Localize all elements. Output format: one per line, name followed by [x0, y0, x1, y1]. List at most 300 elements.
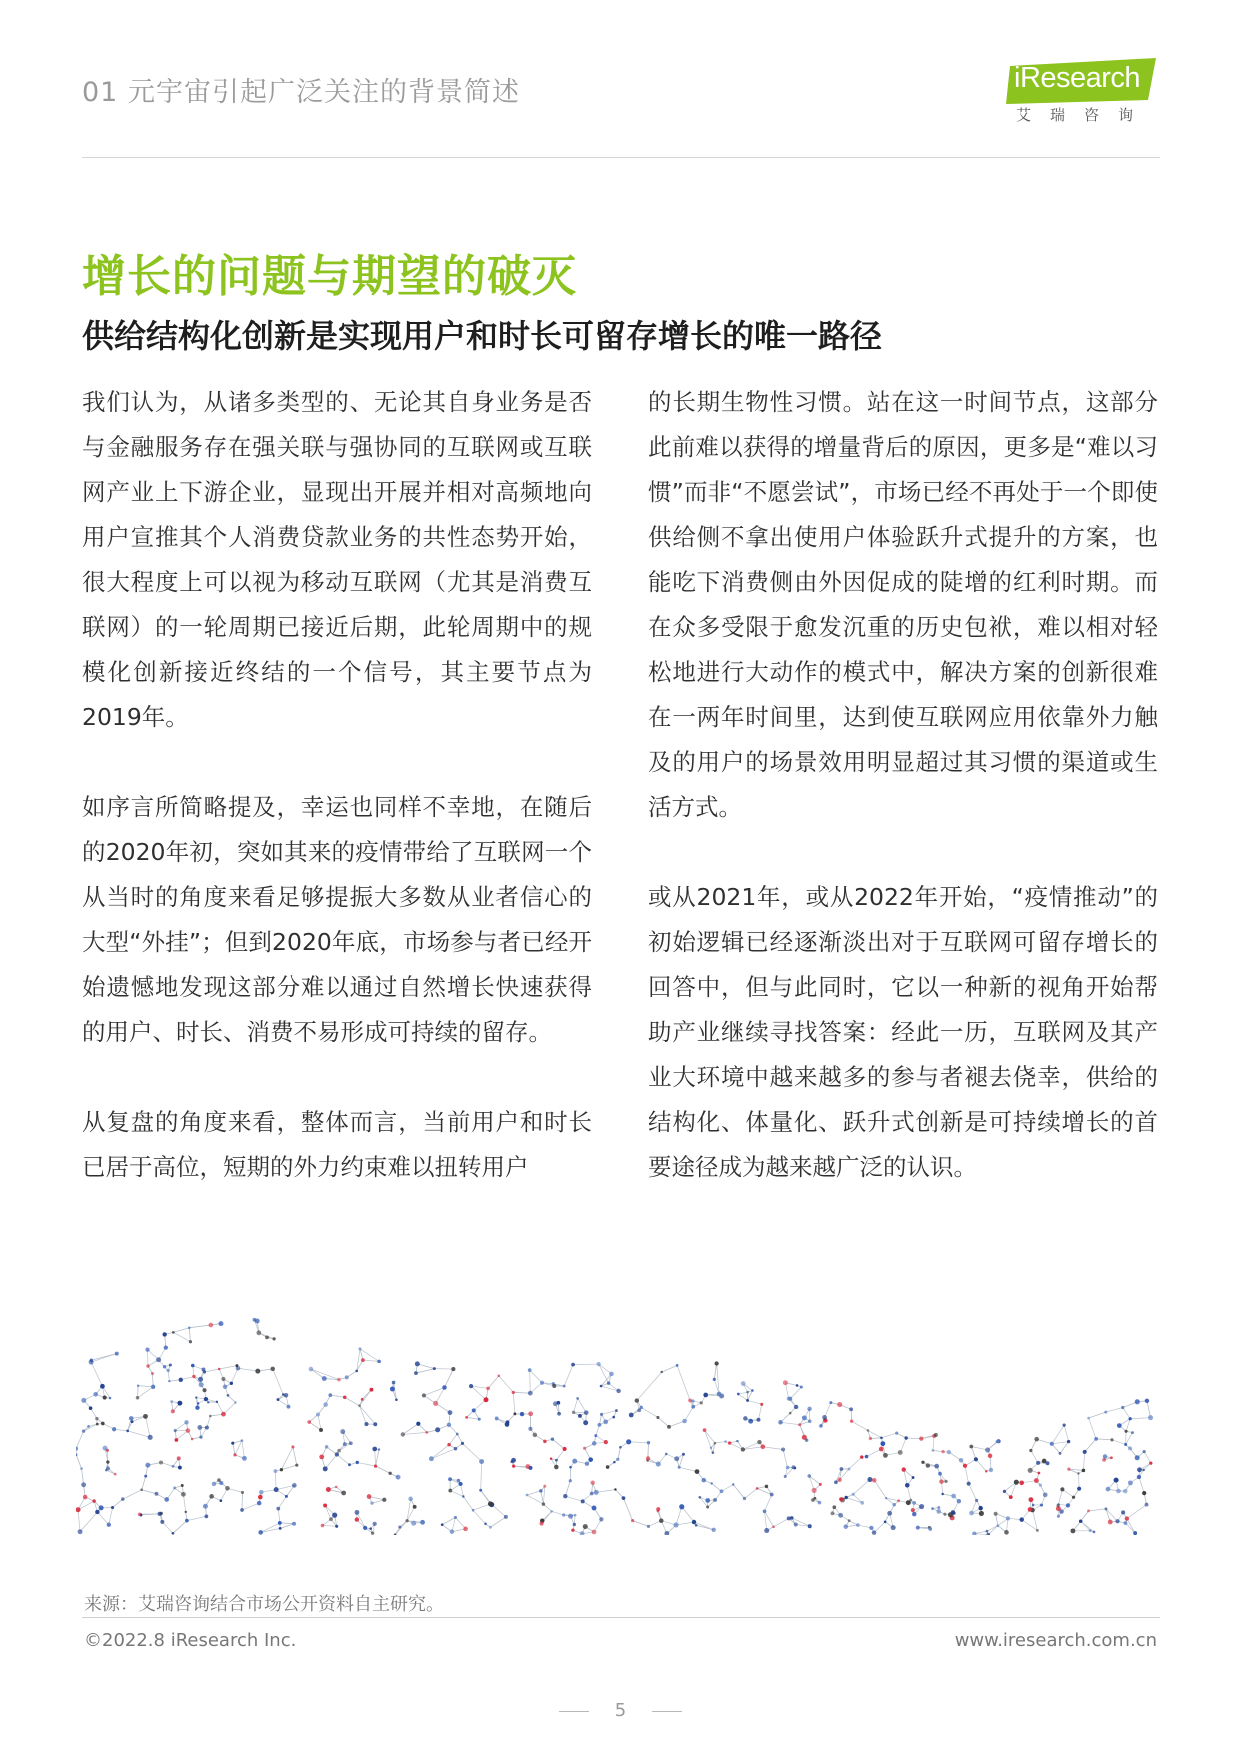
- network-dot: [941, 1450, 944, 1453]
- network-dot: [170, 1400, 173, 1403]
- network-dot: [172, 1532, 175, 1535]
- network-dot: [220, 1499, 223, 1502]
- network-dot: [358, 1404, 361, 1407]
- network-link: [744, 1488, 757, 1498]
- network-link: [394, 1382, 397, 1399]
- network-dot: [972, 1531, 976, 1535]
- network-link: [969, 1484, 977, 1501]
- network-dot: [340, 1429, 345, 1434]
- network-dot: [335, 1525, 338, 1528]
- network-dot: [996, 1440, 999, 1443]
- network-dot: [959, 1458, 964, 1463]
- network-dot: [607, 1381, 611, 1385]
- network-dot: [242, 1456, 247, 1461]
- network-link: [138, 1386, 139, 1398]
- paragraph: 我们认为，从诸多类型的、无论其自身业务是否与金融服务存在强关联与强协同的互联网或互联网产业上下游企业，显现出开展并相对高频地向用户宣推其个人消费贷款业务的共性态势开始，很大程度上可以视为移动互联网（尤其是消费互联网）的一轮周期已接近后期，此轮周期中的规模化创新接近终结的一个信号，其主要节点为2019年。: [82, 388, 592, 731]
- network-dot: [1036, 1461, 1040, 1465]
- network-dot: [710, 1447, 712, 1449]
- network-dot: [944, 1480, 947, 1483]
- network-dot: [221, 1412, 226, 1417]
- network-dot: [533, 1433, 538, 1438]
- network-dot: [323, 1503, 327, 1507]
- network-link: [463, 1497, 473, 1511]
- network-link: [84, 1424, 98, 1431]
- network-dot: [89, 1406, 93, 1410]
- network-dot: [676, 1364, 679, 1367]
- network-dot: [514, 1412, 517, 1415]
- network-dot: [169, 1364, 172, 1367]
- network-dot: [1006, 1516, 1010, 1520]
- network-link: [91, 1354, 117, 1362]
- network-dot: [520, 1412, 524, 1416]
- network-dot: [1143, 1450, 1146, 1453]
- network-dot: [151, 1385, 155, 1389]
- network-dot: [724, 1440, 727, 1443]
- network-dot: [989, 1468, 993, 1472]
- network-dot: [772, 1525, 775, 1528]
- network-link: [91, 1362, 102, 1386]
- network-dot: [592, 1506, 597, 1511]
- network-dot: [819, 1424, 823, 1428]
- network-dot: [451, 1367, 455, 1371]
- paragraph: 或从2021年，或从2022年开始，“疫情推动”的初始逻辑已经逐渐淡出对于互联网可留存增长的回答中，但与此同时，它以一种新的视角开始帮助产业继续寻找答案：经此一历，互联网及其产业大环境中越来越多的参与者褪去侥幸，供给的结构化、体量化、跃升式创新是可持续增长的首要途径成为越来越广泛的认识。: [648, 883, 1158, 1181]
- network-link: [976, 1459, 986, 1471]
- network-dot: [551, 1438, 554, 1441]
- network-link: [318, 1414, 321, 1429]
- network-dot: [988, 1454, 993, 1459]
- network-link: [552, 1511, 564, 1515]
- network-dot: [629, 1413, 634, 1418]
- network-dot: [291, 1445, 294, 1448]
- paragraph: 的长期生物性习惯。站在这一时间节点，这部分此前难以获得的增量背后的原因，更多是“难以习惯”而非“不愿尝试”，市场已经不再处于一个即使供给侧不拿出使用户体验跃升式提升的方案，也能吃下消费侧由外因促成的陡增的红利时期。而在众多受限于愈发沉重的历史包袱，难以相对轻松地进行大动作的模式中，解决方案的创新很难在一两年时间里，达到使互联网应用依靠外力触及的用户的场景效用明显超过其习惯的渠道或生活方式。: [648, 388, 1158, 821]
- network-dot: [488, 1501, 493, 1506]
- network-dot: [233, 1453, 236, 1456]
- network-link: [228, 1395, 235, 1402]
- source-note: 来源：艾瑞咨询结合市场公开资料自主研究。: [84, 1594, 444, 1615]
- network-link: [783, 1450, 787, 1468]
- network-dot: [447, 1423, 451, 1427]
- network-link: [189, 1325, 211, 1328]
- network-link: [360, 1406, 367, 1424]
- network-dot: [737, 1393, 740, 1396]
- network-dot: [115, 1352, 119, 1356]
- network-link: [853, 1480, 870, 1495]
- network-dot: [323, 1402, 328, 1407]
- network-dot: [969, 1511, 974, 1516]
- network-link: [543, 1486, 544, 1504]
- network-dot: [1042, 1459, 1047, 1464]
- network-dot: [382, 1498, 386, 1502]
- network-link: [513, 1392, 515, 1413]
- network-dot: [479, 1489, 482, 1492]
- network-dot: [834, 1480, 838, 1484]
- network-dot: [1131, 1431, 1134, 1434]
- network-link: [162, 1522, 173, 1533]
- network-dot: [528, 1368, 532, 1372]
- network-link: [748, 1400, 762, 1404]
- network-dot: [361, 1358, 365, 1362]
- network-dot: [323, 1466, 328, 1471]
- network-dot: [647, 1441, 650, 1444]
- network-dot: [265, 1336, 269, 1340]
- network-link: [906, 1438, 921, 1439]
- network-dot: [328, 1393, 332, 1397]
- network-dot: [705, 1498, 710, 1503]
- network-dot: [585, 1461, 589, 1465]
- network-link: [492, 1505, 506, 1517]
- network-dot: [278, 1521, 282, 1525]
- network-dot: [594, 1490, 599, 1495]
- network-dot: [495, 1417, 499, 1421]
- network-dot: [145, 1463, 150, 1468]
- network-dot: [221, 1377, 225, 1381]
- paragraph: 从复盘的角度来看，整体而言，当前用户和时长已居于高位，短期的外力约束难以扭转用户: [82, 1108, 592, 1181]
- network-dot: [177, 1456, 181, 1460]
- network-dot: [978, 1506, 982, 1510]
- network-dot: [259, 1490, 264, 1495]
- network-dot: [525, 1464, 530, 1469]
- network-link: [238, 1368, 258, 1371]
- network-dot: [287, 1405, 291, 1409]
- network-dot: [199, 1382, 204, 1387]
- network-dot: [448, 1410, 453, 1415]
- network-dot: [967, 1482, 971, 1486]
- network-dot: [111, 1506, 114, 1509]
- network-dot: [770, 1493, 774, 1497]
- network-dot: [569, 1479, 572, 1482]
- network-link: [1060, 1442, 1069, 1454]
- network-dot: [181, 1484, 184, 1487]
- network-link: [574, 1398, 578, 1412]
- network-dot: [326, 1487, 331, 1492]
- network-dot: [682, 1453, 685, 1456]
- network-dot: [1133, 1531, 1137, 1535]
- network-link: [138, 1386, 153, 1387]
- network-dot: [207, 1401, 209, 1403]
- network-dot: [343, 1442, 347, 1446]
- network-dot: [563, 1447, 567, 1451]
- network-dot: [528, 1411, 533, 1416]
- network-link: [530, 1370, 531, 1393]
- network-dot: [931, 1507, 934, 1510]
- network-dot: [1115, 1519, 1119, 1523]
- network-dot: [199, 1435, 202, 1438]
- network-dot: [209, 1415, 212, 1418]
- network-dot: [448, 1489, 452, 1493]
- network-dot: [880, 1436, 883, 1439]
- network-dot: [282, 1393, 284, 1395]
- network-dot: [656, 1416, 659, 1419]
- network-dot: [1104, 1411, 1107, 1414]
- network-dot: [612, 1416, 615, 1419]
- network-dot: [231, 1442, 234, 1445]
- network-dot: [757, 1418, 761, 1422]
- network-dot: [372, 1447, 377, 1452]
- network-link: [91, 1408, 97, 1418]
- network-dot: [700, 1401, 703, 1404]
- network-link: [183, 1494, 185, 1512]
- network-link: [173, 1328, 189, 1333]
- network-link: [852, 1421, 868, 1430]
- network-link: [1096, 1439, 1112, 1440]
- network-dot: [143, 1414, 148, 1419]
- network-link: [431, 1449, 455, 1459]
- network-dot: [1114, 1478, 1119, 1483]
- network-dot: [872, 1530, 877, 1535]
- network-dot: [580, 1531, 585, 1535]
- network-dot: [280, 1468, 283, 1471]
- network-dot: [613, 1461, 615, 1463]
- network-dot: [1128, 1446, 1132, 1450]
- network-dot: [216, 1401, 218, 1403]
- network-dot: [240, 1508, 244, 1512]
- network-link: [825, 1403, 831, 1418]
- network-dot: [1072, 1496, 1075, 1499]
- network-dot: [794, 1405, 798, 1409]
- network-dot: [78, 1529, 83, 1534]
- network-link: [530, 1370, 542, 1383]
- network-dot: [103, 1395, 107, 1399]
- network-dot: [177, 1401, 182, 1406]
- network-dot: [307, 1420, 311, 1424]
- network-dot: [661, 1371, 663, 1373]
- network-link: [1081, 1511, 1089, 1521]
- network-dot: [751, 1389, 754, 1392]
- network-dot: [1103, 1454, 1107, 1458]
- network-dot: [788, 1397, 792, 1401]
- network-link: [1059, 1489, 1063, 1504]
- network-dot: [504, 1515, 508, 1519]
- network-dot: [195, 1396, 197, 1398]
- network-dot: [1028, 1507, 1033, 1512]
- network-link: [280, 1524, 294, 1529]
- network-dot: [107, 1523, 111, 1527]
- network-dot: [905, 1483, 910, 1488]
- network-dot: [159, 1460, 163, 1464]
- network-dot: [798, 1423, 801, 1426]
- network-dot: [583, 1447, 586, 1450]
- network-dot: [1149, 1462, 1152, 1465]
- network-dot: [598, 1423, 602, 1427]
- network-dot: [335, 1452, 339, 1456]
- network-dot: [433, 1367, 436, 1370]
- network-dot: [1102, 1458, 1106, 1462]
- network-dot: [160, 1520, 164, 1524]
- network-dot: [114, 1473, 117, 1476]
- network-dot: [619, 1446, 622, 1449]
- network-dot: [203, 1504, 208, 1509]
- network-link: [633, 1521, 649, 1527]
- network-dot: [186, 1428, 191, 1433]
- network-dot: [209, 1494, 214, 1499]
- network-dot: [574, 1514, 577, 1517]
- network-dot: [892, 1503, 895, 1506]
- network-dot: [741, 1381, 746, 1386]
- network-link: [733, 1485, 744, 1499]
- network-dot: [838, 1478, 842, 1482]
- network-dot: [319, 1428, 323, 1432]
- network-link: [278, 1496, 286, 1508]
- network-dot: [1039, 1484, 1042, 1487]
- network-dot: [369, 1388, 373, 1392]
- network-dot: [337, 1449, 341, 1453]
- network-dot: [258, 1530, 263, 1535]
- network-link: [261, 1528, 280, 1532]
- network-dot: [692, 1520, 696, 1524]
- network-dot: [732, 1483, 734, 1485]
- network-dot: [526, 1494, 529, 1497]
- network-dot: [1137, 1467, 1142, 1472]
- network-dot: [144, 1475, 147, 1478]
- network-link: [128, 1431, 150, 1437]
- network-dot: [599, 1517, 603, 1521]
- network-dot: [136, 1396, 140, 1400]
- network-dot: [592, 1530, 597, 1535]
- network-link: [705, 1430, 715, 1443]
- network-dot: [1067, 1467, 1070, 1470]
- network-dot: [361, 1398, 364, 1401]
- iresearch-logo: [1006, 48, 1158, 128]
- network-link: [602, 1411, 617, 1415]
- network-dot: [701, 1478, 706, 1483]
- network-dot: [576, 1397, 579, 1400]
- network-link: [488, 1376, 499, 1389]
- network-dot: [82, 1429, 85, 1432]
- network-dot: [985, 1447, 990, 1452]
- network-link: [109, 1508, 113, 1525]
- network-dot: [1028, 1468, 1033, 1473]
- network-dot: [678, 1466, 681, 1469]
- network-dot: [192, 1375, 195, 1378]
- network-dot: [164, 1497, 169, 1502]
- network-dot: [363, 1526, 367, 1530]
- network-dot: [691, 1399, 694, 1402]
- network-dot: [869, 1526, 873, 1530]
- footer-divider: [82, 1617, 1160, 1618]
- network-link: [173, 1332, 190, 1341]
- network-dot: [191, 1364, 195, 1368]
- page-dash-right: [652, 1711, 682, 1712]
- network-dot: [626, 1439, 631, 1444]
- network-dot: [938, 1472, 942, 1476]
- network-link: [325, 1505, 331, 1519]
- network-dot: [674, 1456, 679, 1461]
- network-dot: [571, 1528, 574, 1531]
- network-dot: [975, 1499, 978, 1502]
- network-link: [1078, 1474, 1079, 1489]
- network-dot: [594, 1434, 597, 1437]
- network-dot: [1019, 1480, 1024, 1485]
- network-dot: [285, 1495, 288, 1498]
- network-dot: [986, 1530, 989, 1533]
- network-dot: [667, 1425, 671, 1429]
- network-link: [1064, 1425, 1068, 1441]
- network-dot: [168, 1380, 170, 1382]
- network-dot: [1070, 1528, 1075, 1533]
- network-dot: [830, 1511, 834, 1515]
- network-dot: [695, 1469, 700, 1474]
- network-link: [513, 1392, 530, 1393]
- network-dot: [616, 1458, 619, 1461]
- network-dot: [335, 1486, 338, 1489]
- network-dot: [760, 1403, 763, 1406]
- network-dot: [1117, 1423, 1122, 1428]
- network-dot: [829, 1401, 832, 1404]
- network-dot: [456, 1433, 459, 1436]
- network-dot: [255, 1318, 260, 1323]
- network-dot: [554, 1465, 559, 1470]
- network-dot: [422, 1393, 426, 1397]
- network-link: [527, 1491, 541, 1495]
- network-dot: [818, 1501, 822, 1505]
- network-dot: [743, 1416, 748, 1421]
- network-link: [231, 1368, 238, 1383]
- network-dot: [604, 1440, 608, 1444]
- network-dot: [325, 1445, 329, 1449]
- network-dot: [542, 1502, 546, 1506]
- network-dot: [659, 1518, 664, 1523]
- network-dot: [578, 1414, 582, 1418]
- network-dot: [562, 1513, 565, 1516]
- network-dot: [236, 1366, 241, 1371]
- network-dot: [839, 1497, 843, 1501]
- network-dot: [99, 1505, 104, 1510]
- network-dot: [794, 1467, 797, 1470]
- network-link: [1052, 1425, 1064, 1444]
- network-dot: [1028, 1497, 1033, 1502]
- network-dot: [272, 1337, 275, 1340]
- network-link: [76, 1455, 81, 1469]
- network-dot: [341, 1491, 346, 1496]
- network-dot: [155, 1492, 159, 1496]
- network-link: [541, 1491, 544, 1504]
- network-dot: [822, 1415, 827, 1420]
- network-dot: [1036, 1529, 1039, 1532]
- network-dot: [883, 1453, 888, 1458]
- paragraph: 如序言所简略提及，幸运也同样不幸地，在随后的2020年初，突如其来的疫情带给了互联网一个从当时的角度来看足够提振大多数从业者信心的大型“外挂”；但到2020年底，市场参与者已经开始遗憾地发现这部分难以通过自然增长快速获得的用户、时长、消费不易形成可持续的留存。: [82, 793, 592, 1046]
- network-dot: [543, 1485, 546, 1488]
- network-link: [345, 1397, 360, 1405]
- network-dot: [936, 1509, 941, 1514]
- network-link: [233, 1443, 235, 1455]
- network-dot: [478, 1418, 481, 1421]
- network-link: [1089, 1509, 1106, 1511]
- network-link: [1052, 1442, 1069, 1444]
- network-dot: [1067, 1440, 1070, 1443]
- network-dot: [728, 1441, 731, 1444]
- network-link: [376, 1449, 379, 1466]
- network-link: [330, 1395, 344, 1397]
- network-dot: [197, 1402, 199, 1404]
- network-link: [573, 1364, 599, 1365]
- network-dot: [388, 1472, 391, 1475]
- network-link: [293, 1447, 297, 1465]
- network-dot: [433, 1401, 438, 1406]
- network-dot: [1038, 1472, 1041, 1475]
- network-dot: [138, 1512, 142, 1516]
- network-dot: [912, 1512, 916, 1516]
- network-dot: [420, 1520, 425, 1525]
- network-dot: [348, 1463, 351, 1466]
- network-dot: [879, 1447, 884, 1452]
- network-dot: [256, 1330, 261, 1335]
- network-link: [280, 1523, 294, 1524]
- network-dot: [1077, 1472, 1079, 1474]
- network-dot: [1083, 1450, 1087, 1454]
- network-dot: [76, 1453, 77, 1456]
- network-dot: [912, 1501, 916, 1505]
- network-dot: [208, 1323, 213, 1328]
